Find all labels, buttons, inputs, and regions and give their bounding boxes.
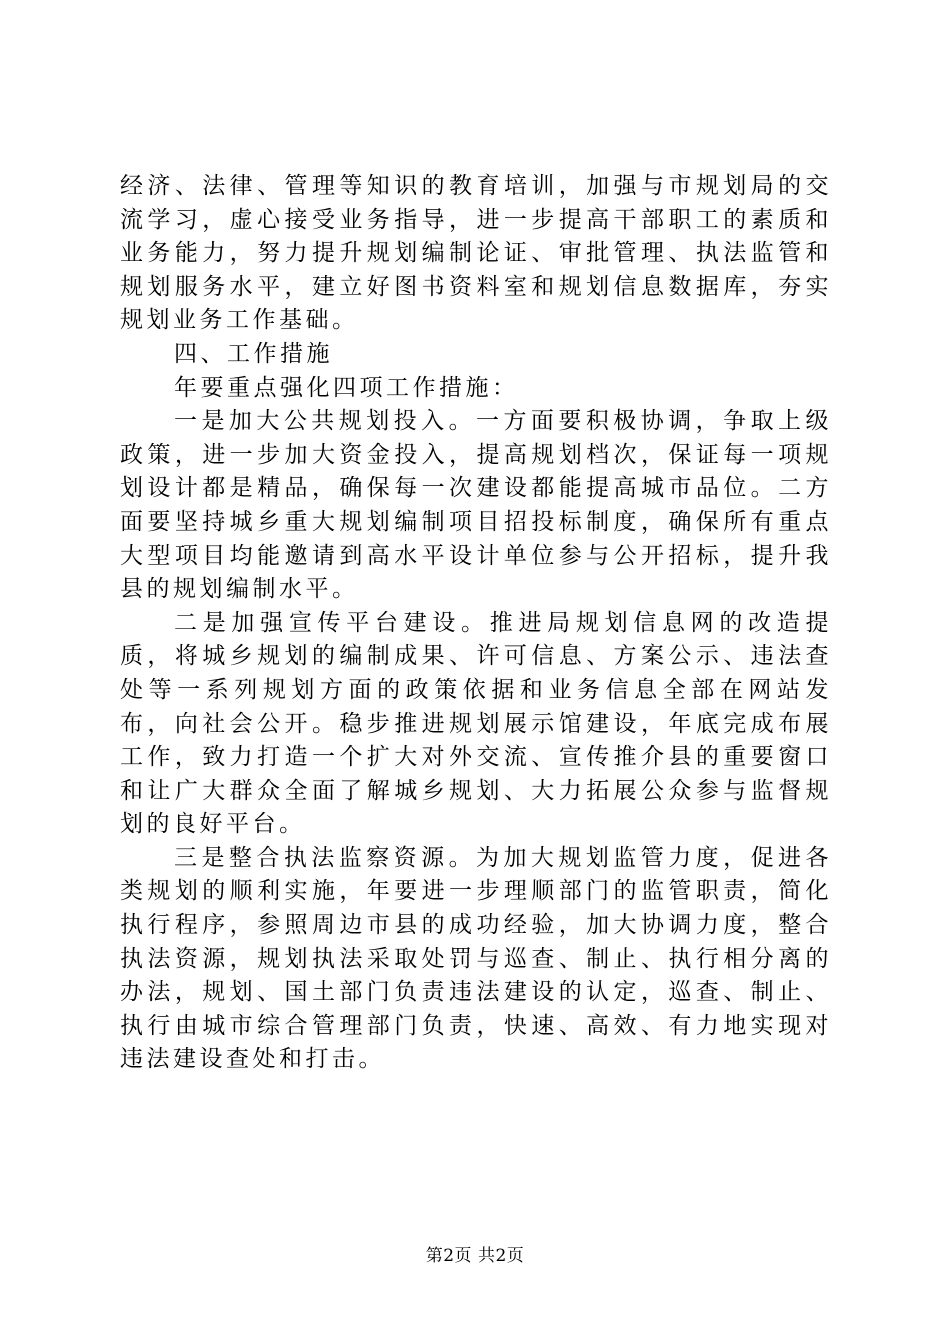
section-heading: 四、工作措施: [174, 340, 333, 367]
paragraph-measure-three: 三是整合执法监察资源。为加大规划监管力度，促进各类规划的顺利实施，年要进一步理顺部门的监管职责，简化执行程序，参照周边市县的成功经验，加大协调力度，整合执法资源，规划执法采取处罚与巡查、制止、执行相分离的办法，规划、国土部门负责违法建设的认定，巡查、制止、执行由城市综合管理部门负责，快速、高效、有力地实现对违法建设查处和打击。: [120, 844, 832, 1073]
page-number-footer: 第2页 共2页: [425, 1246, 525, 1266]
paragraph-continued: 经济、法律、管理等知识的教育培训，加强与市规划局的交流学习，虚心接受业务指导，进一步提高干部职工的素质和业务能力，努力提升规划编制论证、审批管理、执法监管和规划服务水平，建立好图书资料室和规划信息数据库，夯实规划业务工作基础。: [120, 173, 832, 334]
paragraph-measure-two: 二是加强宣传平台建设。推进局规划信息网的改造提质，将城乡规划的编制成果、许可信息、方案公示、违法查处等一系列规划方面的政策依据和业务信息全部在网站发布，向社会公开。稳步推进规划展示馆建设，年底完成布展工作，致力打造一个扩大对外交流、宣传推介县的重要窗口和让广大群众全面了解城乡规划、大力拓展公众参与监督规划的良好平台。: [120, 609, 832, 838]
document-body: [120, 170, 832, 1077]
paragraph-intro: 年要重点强化四项工作措施：: [174, 374, 519, 401]
paragraph-measure-one: 一是加大公共规划投入。一方面要积极协调，争取上级政策，进一步加大资金投入，提高规划档次，保证每一项规划设计都是精品，确保每一次建设都能提高城市品位。二方面要坚持城乡重大规划编制项目招投标制度，确保所有重点大型项目均能邀请到高水平设计单位参与公开招标，提升我县的规划编制水平。: [120, 408, 832, 603]
